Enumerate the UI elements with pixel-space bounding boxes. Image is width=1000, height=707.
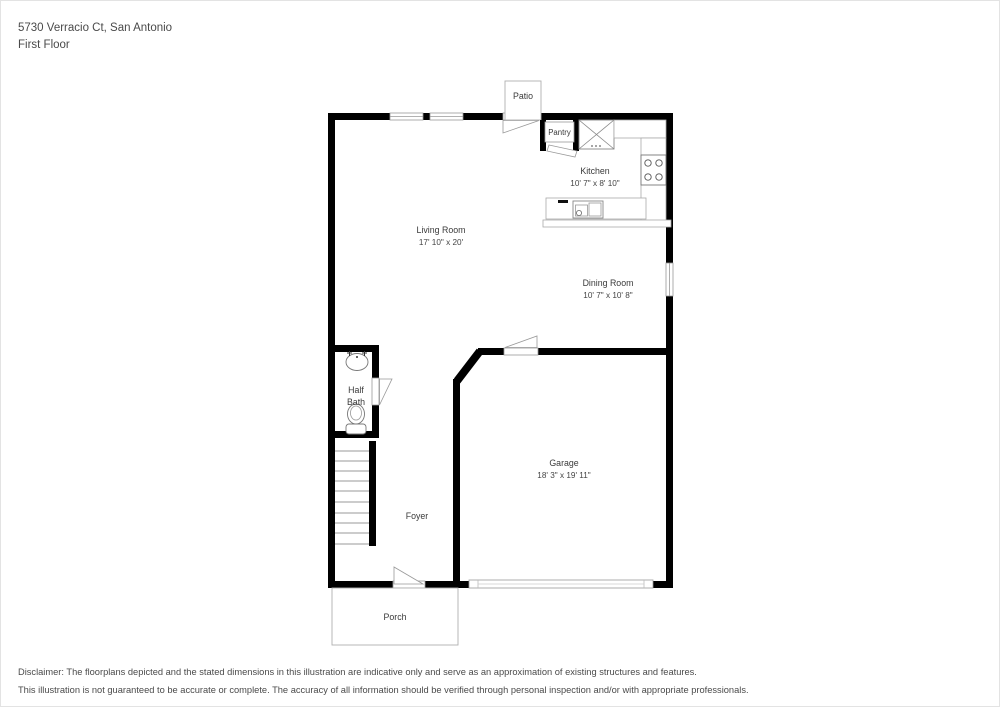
disclaimer-line-2: This illustration is not guaranteed to be accurate or complete. The accuracy of all information should be verified through personal inspection and/or with appropriate professionals. xyxy=(18,685,749,695)
stove-icon xyxy=(641,155,666,185)
half-bath-door xyxy=(372,378,392,405)
window-top-1 xyxy=(390,113,423,120)
living-room-label: Living Room xyxy=(416,225,466,235)
patio-label: Patio xyxy=(512,91,534,101)
garage-dims: 18' 3" x 19' 11" xyxy=(537,471,591,480)
dining-room-dims: 10' 7" x 10' 8" xyxy=(583,291,633,300)
floorplan-drawing xyxy=(1,1,1000,707)
toilet-icon xyxy=(346,404,366,434)
stairs xyxy=(335,441,376,546)
floor-subtitle: First Floor xyxy=(18,39,70,51)
patio-outline xyxy=(505,81,541,120)
kitchen-dims: 10' 7" x 8' 10" xyxy=(570,179,620,188)
garage-door xyxy=(469,580,653,588)
disclaimer-line-1: Disclaimer: The floorplans depicted and the stated dimensions in this illustration are indicative only and serve as an approximation of existing structures and features. xyxy=(18,667,697,677)
living-room-dims: 17' 10" x 20' xyxy=(418,238,464,247)
front-door xyxy=(393,567,425,588)
window-top-2 xyxy=(430,113,463,120)
dining-room-label: Dining Room xyxy=(582,278,634,288)
pantry xyxy=(540,120,579,157)
window-dining-right xyxy=(666,263,673,296)
half-bath-label-2: Bath xyxy=(346,397,366,407)
porch-outline xyxy=(332,588,458,645)
garage-label: Garage xyxy=(549,458,579,468)
porch-label: Porch xyxy=(383,612,407,622)
bathroom-sink-icon xyxy=(346,351,368,371)
half-bath-label-1: Half xyxy=(348,385,364,395)
kitchen-label: Kitchen xyxy=(580,166,610,176)
pantry-label: Pantry xyxy=(548,128,571,137)
garage-entry-door xyxy=(504,336,538,355)
foyer-label: Foyer xyxy=(405,511,429,521)
disclaimer-block xyxy=(18,663,749,699)
fridge-icon xyxy=(579,120,614,149)
address-title: 5730 Verracio Ct, San Antonio xyxy=(18,22,173,34)
